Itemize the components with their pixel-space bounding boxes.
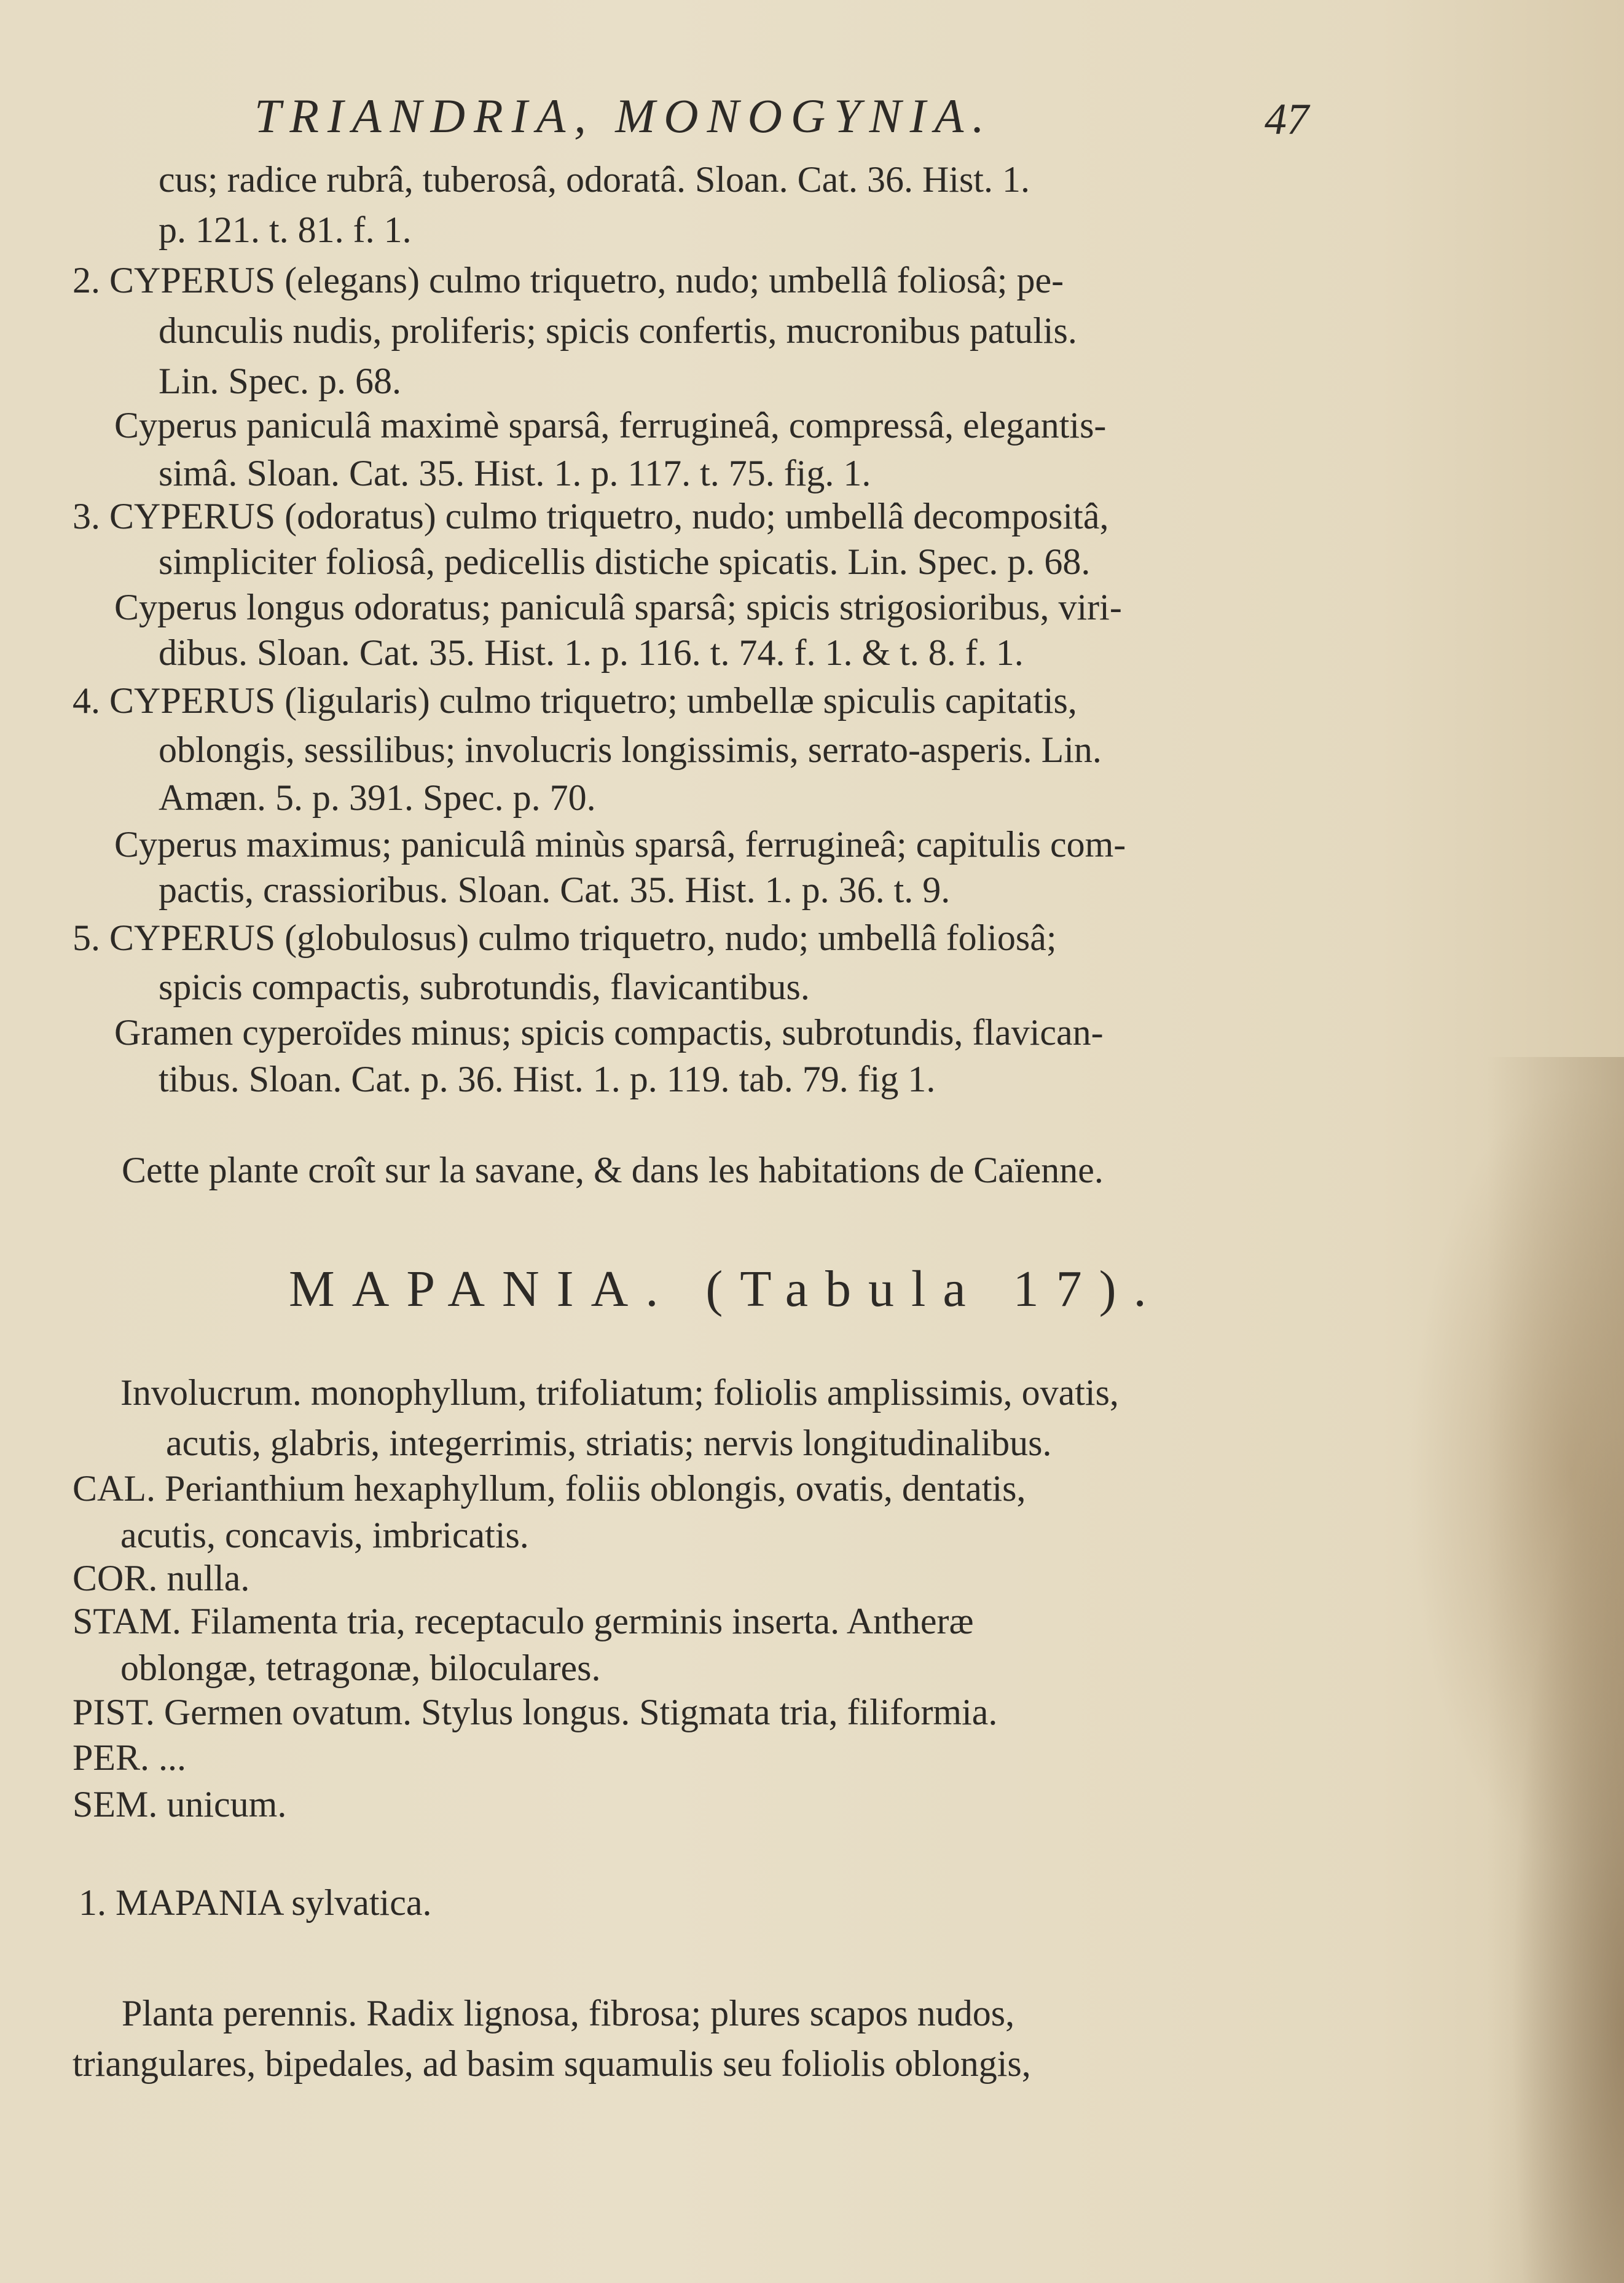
text-line: oblongæ, tetragonæ, biloculares. <box>120 1648 601 1688</box>
text-line: Cyperus longus odoratus; paniculâ sparsâ; spicis strigosioribus, viri- <box>114 587 1122 627</box>
text-line: simpliciter foliosâ, pedicellis distiche spicatis. Lin. Spec. p. 68. <box>159 541 1091 582</box>
page-number: 47 <box>1265 95 1309 144</box>
text-line: Lin. Spec. p. 68. <box>159 361 401 401</box>
text-line: triangulares, bipedales, ad basim squamulis seu foliolis oblongis, <box>73 2043 1031 2084</box>
page-stain <box>1487 1057 1624 2283</box>
text-line: 2. CYPERUS (elegans) culmo triquetro, nudo; umbellâ foliosâ; pe- <box>73 260 1064 301</box>
text-line: spicis compactis, subrotundis, flavicantibus. <box>159 967 810 1007</box>
text-line: dibus. Sloan. Cat. 35. Hist. 1. p. 116. t. 74. f. 1. & t. 8. f. 1. <box>159 632 1024 673</box>
text-line: Amæn. 5. p. 391. Spec. p. 70. <box>159 777 596 818</box>
text-line: pactis, crassioribus. Sloan. Cat. 35. Hist. 1. p. 36. t. 9. <box>159 870 951 910</box>
text-line: CAL. Perianthium hexaphyllum, foliis oblongis, ovatis, dentatis, <box>73 1468 1026 1509</box>
text-line: oblongis, sessilibus; involucris longissimis, serrato-asperis. Lin. <box>159 729 1102 770</box>
text-line: acutis, concavis, imbricatis. <box>120 1515 529 1555</box>
text-line: PER. ... <box>73 1737 187 1778</box>
text-line: acutis, glabris, integerrimis, striatis; nervis longitudinalibus. <box>166 1423 1052 1463</box>
text-line: Involucrum. monophyllum, trifoliatum; foliolis amplissimis, ovatis, <box>120 1372 1119 1413</box>
habitat-note: Cette plante croît sur la savane, & dans les habitations de Caïenne. <box>122 1150 1104 1190</box>
running-head: TRIANDRIA, MONOGYNIA. <box>254 89 993 143</box>
text-line: simâ. Sloan. Cat. 35. Hist. 1. p. 117. t. 75. fig. 1. <box>159 453 871 493</box>
species-heading: 1. MAPANIA sylvatica. <box>79 1882 432 1923</box>
text-line: Cyperus maximus; paniculâ minùs sparsâ, ferrugineâ; capitulis com- <box>114 824 1126 865</box>
genus-heading: MAPANIA. (Tabula 17). <box>289 1260 1164 1318</box>
text-line: 5. CYPERUS (globulosus) culmo triquetro, nudo; umbellâ foliosâ; <box>73 918 1057 958</box>
text-line: 3. CYPERUS (odoratus) culmo triquetro, nudo; umbellâ decompositâ, <box>73 496 1109 536</box>
text-line: 4. CYPERUS (ligularis) culmo triquetro; umbellæ spiculis capitatis, <box>73 680 1077 721</box>
text-line: cus; radice rubrâ, tuberosâ, odoratâ. Sloan. Cat. 36. Hist. 1. <box>159 159 1030 200</box>
text-line: dunculis nudis, proliferis; spicis confertis, mucronibus patulis. <box>159 310 1077 351</box>
text-line: Gramen cyperoïdes minus; spicis compactis, subrotundis, flavican- <box>114 1012 1104 1053</box>
text-line: Cyperus paniculâ maximè sparsâ, ferrugineâ, compressâ, elegantis- <box>114 405 1107 446</box>
text-line: p. 121. t. 81. f. 1. <box>159 210 412 250</box>
text-line: Planta perennis. Radix lignosa, fibrosa; plures scapos nudos, <box>122 1993 1015 2033</box>
text-line: PIST. Germen ovatum. Stylus longus. Stigmata tria, filiformia. <box>73 1692 998 1732</box>
text-line: SEM. unicum. <box>73 1784 287 1825</box>
text-line: STAM. Filamenta tria, receptaculo germinis inserta. Antheræ <box>73 1601 974 1641</box>
text-line: tibus. Sloan. Cat. p. 36. Hist. 1. p. 119. tab. 79. fig 1. <box>159 1059 936 1099</box>
text-line: COR. nulla. <box>73 1558 250 1598</box>
